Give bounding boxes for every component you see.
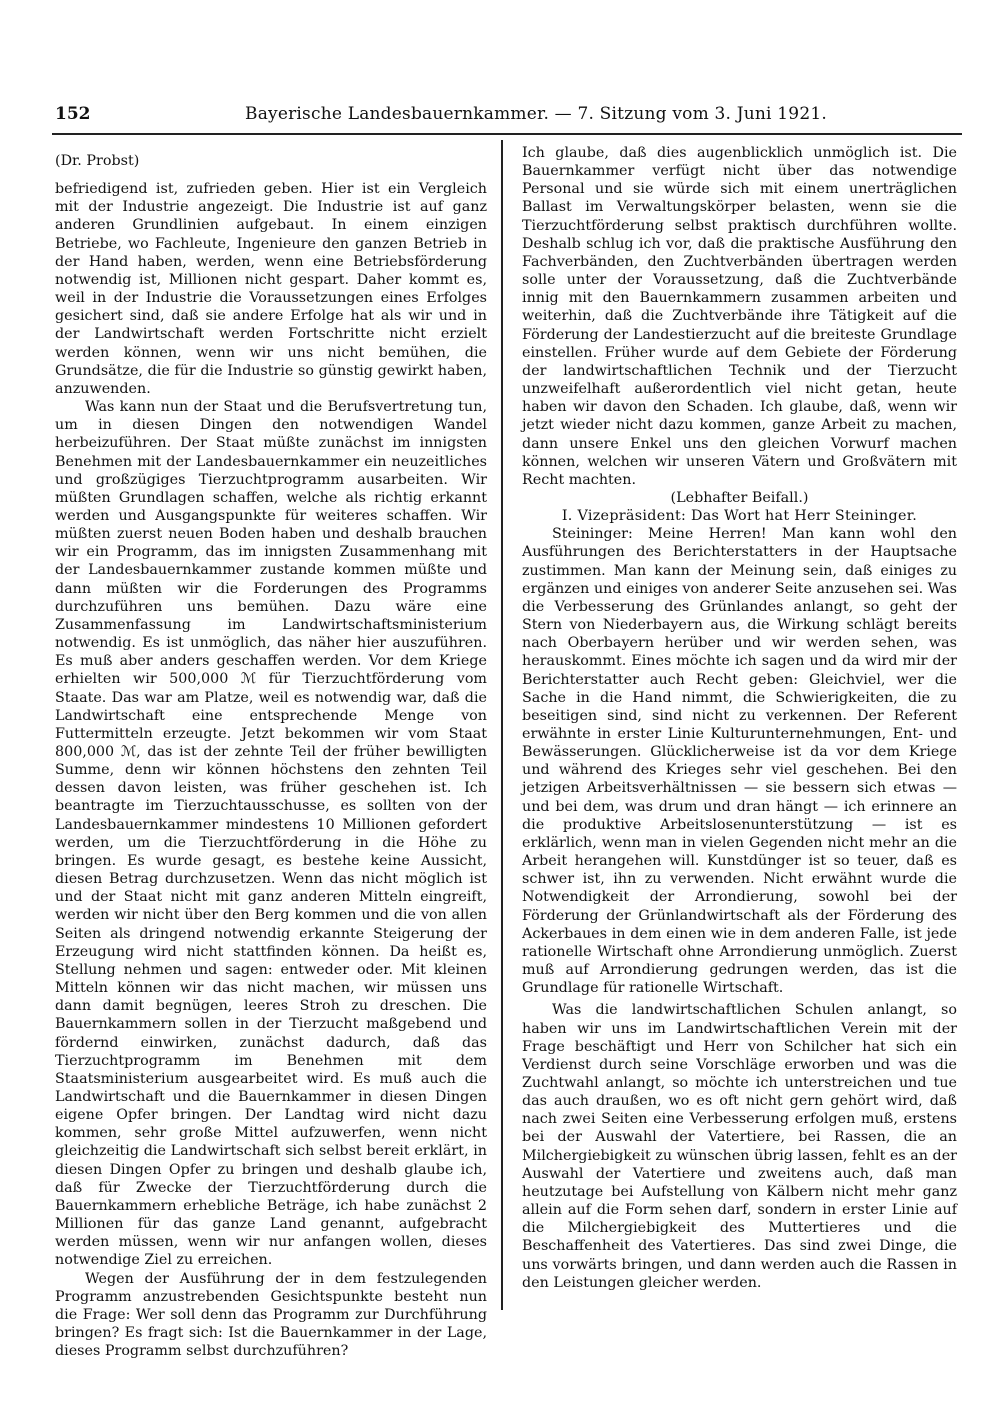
header-rule [52,133,962,135]
page-number: 152 [55,104,91,124]
right-column [522,144,957,1292]
applause-note: (Lebhafter Beifall.) [670,489,809,506]
body-paragraph: Steininger: Meine Herren! Man kann wohl den Ausführungen des Berichterstatters in der Hauptsache zustimmen. Man kann der Meinung sein, daß einiges zu ergänzen und einiges von anderer Seite anzusehen sei. Was die Verbesserung des Grünlandes anlangt, so geht der Stern von Niederbayern aus, die Wirkung schlägt bereits nach Oberbayern herüber und wir werden sehen, was herauskommt. Eines möchte ich sagen und da wird mir der Berichterstatter auch Recht geben: Gleichviel, wer die Sache in die Hand nimmt, die Schwierigkeiten, die zu beseitigen sind, sind nicht zu verkennen. Der Referent erwähnte in erster Linie Kulturunternehmungen, Ent- und Bewässerungen. Glücklicherweise ist da vor dem Kriege und während des Krieges sehr viel geschehen. Bei den jetzigen Arbeitsverhältnissen — sie bessern sich etwas — und bei dem, was drum und dran hängt — ich erinnere an die produktive Arbeitslosenunterstützung — ist es erklärlich, wenn man in vielen Gegenden nicht mehr an die Arbeit herangehen will. Kunstdünger ist so teuer, daß es schwer ist, ihn zu verwenden. Nicht erwähnt wurde die Notwendigkeit der Arrondierung, sowohl bei der Förderung der Grünlandwirtschaft als der Förderung des Ackerbaues in dem einen wie in dem anderen Falle, ist jede rationelle Wirtschaft ohne Arrondierung unmöglich. Zuerst muß auf Arrondierung gedrungen werden, das ist die Grundlage für rationelle Wirtschaft. [522,526,957,997]
body-paragraph: Wegen der Ausführung der in dem festzulegenden Programm anzustrebenden Gesichtspunkte besteht nun die Frage: Wer soll denn das Programm zur Durchführung bringen? Es fragt sich: Ist die Bauernkammer in der Lage, dieses Programm selbst durchzuführen? [55,1270,487,1360]
body-paragraph: befriedigend ist, zufrieden geben. Hier ist ein Vergleich mit der Industrie angezeigt. Die Industrie ist auf ganz anderen Grundlinien aufgebaut. In einem einzigen Betriebe, wo Fachleute, Ingenieure den ganzen Betrieb in der Hand haben, werden, wenn eine Betriebsförderung notwendig ist, Millionen nicht gespart. Daher kommt es, weil in der Industrie die Voraussetzungen eines Erfolges gesichert sind, daß sie andere Erfolge hat als wir und in der Landwirtschaft werden Fortschritte nicht erzielt werden können, wenn wir uns nicht bemühen, die Grundsätze, die für die Industrie so günstig gewirkt haben, anzuwenden. [55,181,487,397]
body-paragraph: Was kann nun der Staat und die Berufsvertretung tun, um in diesen Dingen den notwendigen Wandel herbeizuführen. Der Staat müßte zunächst im innigsten Benehmen mit der Landesbauernkammer ein neuzeitliches und großzügiges Tierzuchtprogramm ausarbeiten. Wir müßten Grundlagen schaffen, welche als richtig erkannt werden und Ausgangspunkte für weiteres schaffen. Wir müßten zuerst neuen Boden haben und deshalb brauchen wir ein Programm, das im innigsten Zusammenhang mit der Landesbauernkammer zustande kommen müßte und dann müßten wir die Forderungen des Programms durchzuführen uns bemühen. Dazu wäre eine Zusammenfassung im Landwirtschaftsministerium notwendig. Es ist unmöglich, das näher hier auszuführen. Es muß aber anders geschaffen werden. Vor dem Kriege erhielten wir 500,000 ℳ für Tierzuchtförderung vom Staate. Das war am Platze, weil es notwendig war, daß die Landwirtschaft eine entsprechende Menge von Futtermitteln erzeugte. Jetzt bekommen wir vom Staat 800,000 ℳ, das ist der zehnte Teil der früher bewilligten Summe, denn wir können höchstens den zehnten Teil dessen davon leisten, was früher geschehen ist. Ich beantragte im Tierzuchtausschusse, es sollten von der Landesbauernkammer mindestens 10 Millionen gefordert werden, um die Tierzuchtförderung in die Höhe zu bringen. Es wurde gesagt, es bestehe keine Aussicht, diesen Betrag durchzusetzen. Wenn das nicht möglich ist und der Staat nicht mit ganz anderen Mitteln eingreift, werden wir nicht über den Berg kommen und die von allen Seiten als dringend notwendig erkannte Steigerung der Erzeugung wird nicht stattfinden können. Da heißt es, Stellung nehmen und sagen: entweder oder. Mit kleinen Mitteln können wir das nicht machen, wir müssen uns dann damit begnügen, leeres Stroh zu dreschen. Die Bauernkammern sollen in der Tierzucht maßgebend und fördernd einwirken, zunächst dadurch, daß das Tierzuchtprogramm im Benehmen mit dem Staatsministerium ausgearbeitet wird. Es muß auch die Landwirtschaft und die Bauernkammer in diesen Dingen eigene Opfer bringen. Der Landtag wird nicht dazu kommen, sehr große Mittel aufzuwerfen, wenn nicht gleichzeitig die Landwirtschaft sich selbst bereit erklärt, in diesen Dingen Opfer zu bringen und deshalb glaube ich, daß für Zwecke der Tierzuchtförderung durch die Bauernkammern erhebliche Beträge, ich habe zunächst 2 Millionen für das ganze Land genannt, aufgebracht werden müssen, wenn wir nur anfangen wollen, dieses notwendige Ziel zu erreichen. [55,399,487,1269]
left-column [55,144,487,1360]
presiding-announcement: I. Vizepräsident: Das Wort hat Herr Steininger. [561,508,918,525]
speaker-tag: (Dr. Probst) [55,153,140,169]
running-head: Bayerische Landesbauernkammer. — 7. Sitzung vom 3. Juni 1921. [245,104,827,124]
column-divider [501,140,503,1310]
body-paragraph: Was die landwirtschaftlichen Schulen anlangt, so haben wir uns im Landwirtschaftlichen Verein mit der Frage beschäftigt und Herr von Schilcher hat sich ein Verdienst durch seine Vorschläge erworben und was die Zuchtwahl anlangt, so möchte ich unterstreichen und tue das auch draußen, wo es oft nicht gern gehört wird, daß nach zwei Seiten eine Verbesserung erfolgen muß, erstens bei der Auswahl der Vatertiere, bei Rassen, die an Milchergiebigkeit zu wünschen übrig lassen, fehlt es an der Auswahl der Vatertiere und zweitens auch, daß man heutzutage bei Aufstellung von Kälbern nicht mehr ganz allein auf die Form sehen darf, sondern in erster Linie auf die Milchergiebigkeit des Muttertieres und die Beschaffenheit des Vatertieres. Das sind zwei Dinge, die uns vorwärts bringen, und dann werden auch die Rassen in den Leistungen gleicher werden. [522,1002,957,1291]
body-paragraph: Ich glaube, daß dies augenblicklich unmöglich ist. Die Bauernkammer verfügt nicht über das notwendige Personal und sie würde sich mit einem unerträglichen Ballast im Verwaltungskörper belasten, wenn sie die Tierzuchtförderung selbst praktisch durchführen wollte. Deshalb schlug ich vor, daß die praktische Ausführung den Fachverbänden, den Zuchtverbänden übertragen werden solle unter der Voraussetzung, daß die Zuchtverbände innig mit den Bauernkammern zusammen arbeiten und weiterhin, daß die Zuchtverbände ihre Tätigkeit auf die Förderung der Landestierzucht auf die breiteste Grundlage einstellen. Früher wurde auf dem Gebiete der Förderung der landwirtschaftlichen Technik und der Tierzucht unzweifelhaft außerordentlich viel nicht getan, heute haben wir davon den Schaden. Ich glaube, daß, wenn wir jetzt wieder nicht dazu kommen, ganze Arbeit zu machen, dann unsere Enkel uns den gleichen Vorwurf machen können, welchen wir unseren Vätern und Großvätern mit Recht machten. [522,145,957,488]
page-header [55,104,960,130]
